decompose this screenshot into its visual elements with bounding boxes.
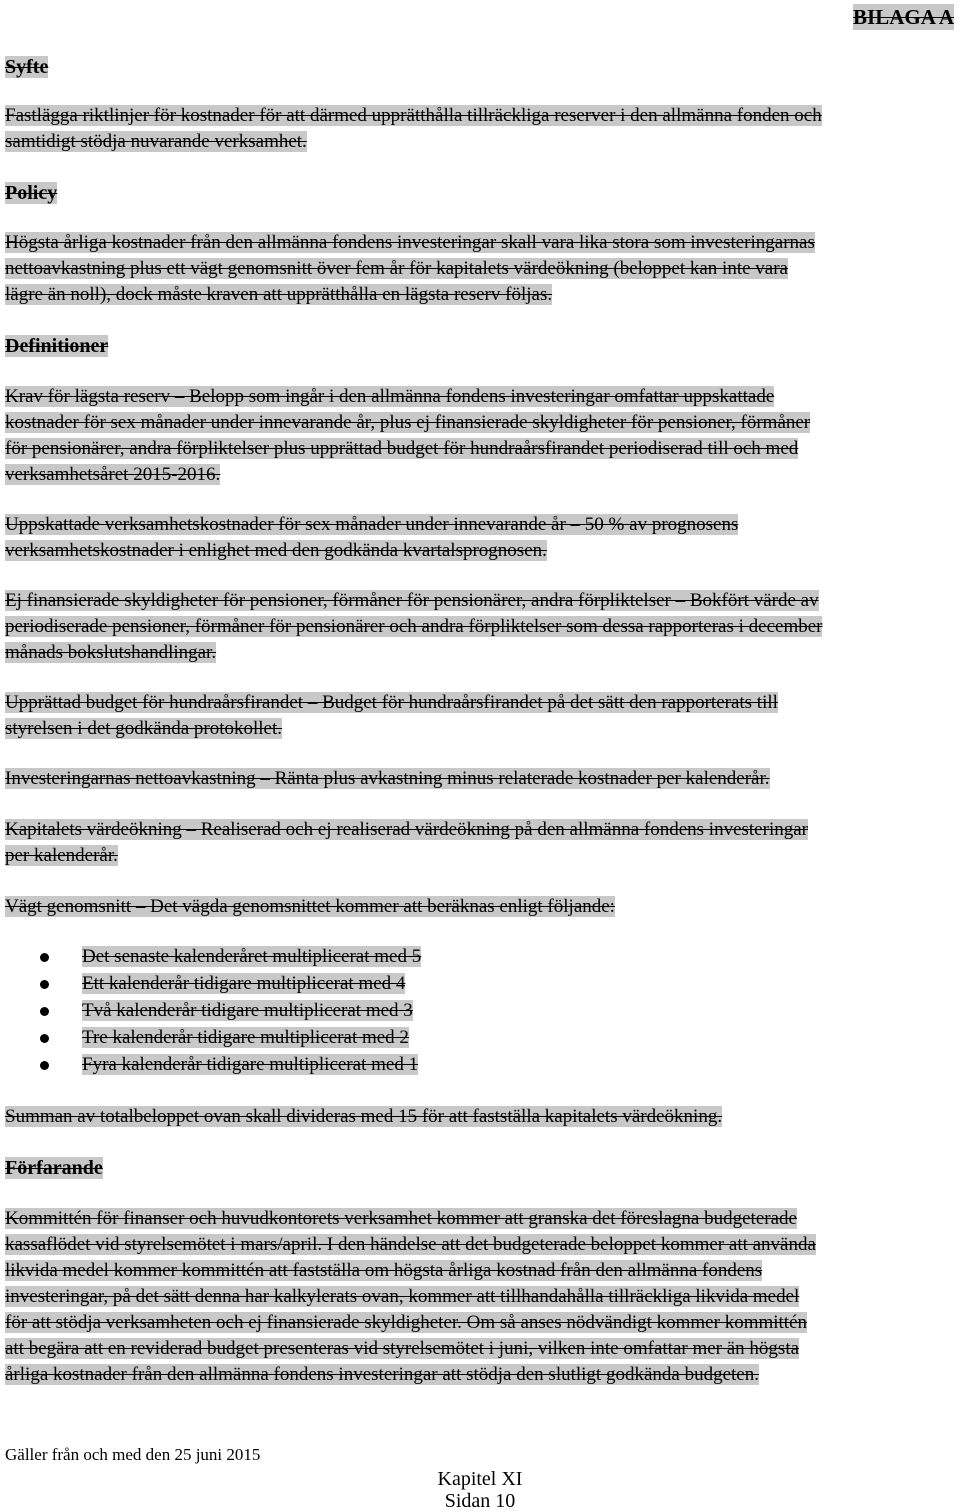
list-item: Fyra kalenderår tidigare multiplicerat med 1 [82, 1054, 419, 1075]
definition-line: Krav för lägsta reserv – Belopp som ingår i den allmänna fondens investeringar omfattar uppskattade [5, 386, 775, 407]
definition-line: periodiserade pensioner, förmåner för pensionärer och andra förpliktelser som dessa rapporteras i december [5, 616, 823, 637]
footer-chapter: Kapitel XI [437, 1468, 523, 1490]
paragraph-line: Kommittén för finanser och huvudkontorets verksamhet kommer att granska det föreslagna budgeterade [5, 1208, 797, 1229]
list-item: Tre kalenderår tidigare multiplicerat med 2 [82, 1027, 409, 1048]
paragraph-line: kassaflödet vid styrelsemötet i mars/april. I den händelse att det budgeterade beloppet kommer att använda [5, 1234, 816, 1255]
bullet-dot [40, 953, 49, 962]
summary-line: Summan av totalbeloppet ovan skall divideras med 15 för att fastställa kapitalets värdeökning. [5, 1106, 723, 1127]
definition-line: månads bokslutshandlingar. [5, 642, 217, 663]
paragraph-line: nettoavkastning plus ett vägt genomsnitt över fem år för kapitalets värdeökning (beloppet kan inte vara [5, 258, 788, 279]
definition-line: Investeringarnas nettoavkastning – Ränta plus avkastning minus relaterade kostnader per kalenderår. [5, 768, 770, 789]
list-item: Två kalenderår tidigare multiplicerat med 3 [82, 1000, 413, 1021]
section-title-forfarande: Förfarande [5, 1157, 103, 1179]
definition-line: verksamhetskostnader i enlighet med den godkända kvartalsprognosen. [5, 540, 547, 561]
paragraph-line: för att stödja verksamheten och ej finansierade skyldigheter. Om så anses nödvändigt kommer kommittén [5, 1312, 808, 1333]
paragraph-line: att begära att en reviderad budget presenteras vid styrelsemötet i juni, vilken inte omfattar mer än högsta [5, 1338, 800, 1359]
definition-line: Vägt genomsnitt – Det vägda genomsnittet kommer att beräknas enligt följande: [5, 896, 615, 917]
bullet-dot [40, 1007, 49, 1016]
bullet-dot [40, 1061, 49, 1070]
definition-line: Upprättad budget för hundraårsfirandet – Budget för hundraårsfirandet på det sätt den rapporterats till [5, 692, 778, 713]
paragraph-line: investeringar, på det sätt denna har kalkylerats ovan, kommer att tillhandahålla tillräckliga likvida medel [5, 1286, 800, 1307]
list-item: Det senaste kalenderåret multiplicerat med 5 [82, 946, 422, 967]
paragraph-line: likvida medel kommer kommittén att fastställa om högsta årliga kostnad från den allmänna fondens [5, 1260, 763, 1281]
definition-line: Kapitalets värdeökning – Realiserad och ej realiserad värdeökning på den allmänna fondens investeringar [5, 819, 808, 840]
section-title-policy: Policy [5, 182, 58, 204]
section-title-syfte: Syfte [5, 56, 49, 78]
list-item: Ett kalenderår tidigare multiplicerat med 4 [82, 973, 406, 994]
definition-line: för pensionärer, andra förpliktelser plus upprättad budget för hundraårsfirandet periodiserad till och med [5, 438, 799, 459]
definition-line: verksamhetsåret 2015-2016. [5, 464, 221, 485]
footer-page-number: Sidan 10 [444, 1490, 516, 1512]
definition-line: styrelsen i det godkända protokollet. [5, 718, 283, 739]
footer-valid-from: Gäller från och med den 25 juni 2015 [5, 1445, 261, 1464]
paragraph-line: Högsta årliga kostnader från den allmänna fondens investeringar skall vara lika stora som investeringarnas [5, 232, 815, 253]
paragraph-line: samtidigt stödja nuvarande verksamhet. [5, 131, 307, 152]
paragraph-line: Fastlägga riktlinjer för kostnader för att därmed upprätthålla tillräckliga reserver i den allmänna fonden och [5, 105, 822, 126]
definition-line: Uppskattade verksamhetskostnader för sex månader under innevarande år – 50 % av prognosens [5, 514, 739, 535]
section-title-definitioner: Definitioner [5, 335, 109, 357]
definition-line: per kalenderår. [5, 845, 118, 866]
bullet-dot [40, 1034, 49, 1043]
appendix-label: BILAGA A [853, 5, 954, 29]
bullet-dot [40, 980, 49, 989]
definition-line: Ej finansierade skyldigheter för pensioner, förmåner för pensionärer, andra förpliktelser – Bokfört värde av [5, 590, 819, 611]
paragraph-line: lägre än noll), dock måste kraven att upprätthålla en lägsta reserv följas. [5, 284, 553, 305]
definition-line: kostnader för sex månader under innevarande år, plus ej finansierade skyldigheter för pensioner, förmåner [5, 412, 811, 433]
paragraph-line: årliga kostnader från den allmänna fondens investeringar att stödja den slutligt godkända budgeten. [5, 1364, 759, 1385]
